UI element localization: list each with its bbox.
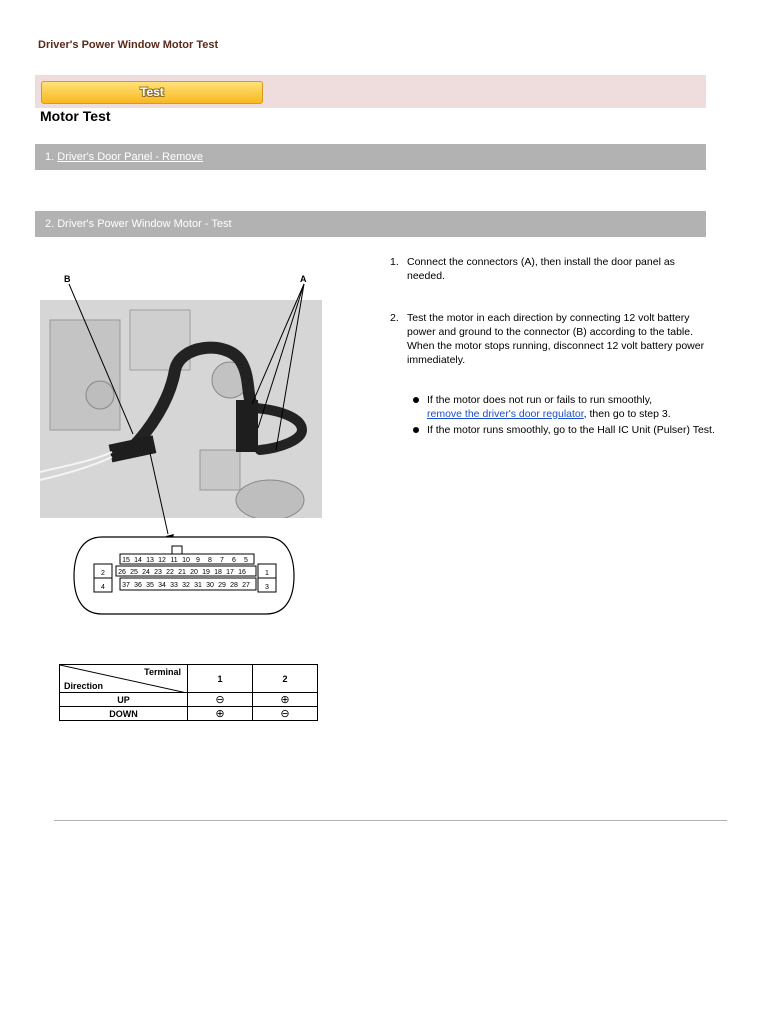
connector-mid-pin: 23 <box>154 569 162 576</box>
connector-mid-pin: 17 <box>226 569 234 576</box>
connector-bottom-pin: 31 <box>194 582 202 589</box>
connector-mid-pin: 20 <box>190 569 198 576</box>
down-terminal-1: ⊕ <box>188 707 253 721</box>
connector-mid-pin: 24 <box>142 569 150 576</box>
connector-bottom-pin: 36 <box>134 582 142 589</box>
connector-bottom-pin: 37 <box>122 582 130 589</box>
connector-top-pin: 14 <box>134 557 142 564</box>
connector-pin-2: 2 <box>101 570 105 577</box>
connector-mid-pin: 18 <box>214 569 222 576</box>
door-regulator-remove-link[interactable]: remove the driver's door regulator <box>427 408 584 420</box>
terminal-header: Terminal <box>144 667 181 677</box>
callout-b: B <box>64 274 71 284</box>
connector-top-pin: 11 <box>170 557 178 564</box>
table-corner-header <box>60 665 188 693</box>
connector-bottom-pin: 27 <box>242 582 250 589</box>
motor-connector-figure <box>38 268 324 618</box>
door-panel-remove-link[interactable]: Driver's Door Panel - Remove <box>57 151 204 163</box>
connector-pin-3: 3 <box>265 584 269 591</box>
connector-bottom-pin: 32 <box>182 582 190 589</box>
connector-pin-4: 4 <box>101 584 105 591</box>
connector-mid-pin: 21 <box>178 569 186 576</box>
table-row <box>60 707 318 721</box>
instruction-number: 1. <box>390 256 399 268</box>
direction-down: DOWN <box>60 707 188 721</box>
connector-pin-1: 1 <box>265 570 269 577</box>
section-title: Motor Test <box>40 108 111 124</box>
connector-top-pin: 15 <box>122 557 130 564</box>
up-terminal-2: ⊕ <box>253 693 318 707</box>
connector-top-pin: 6 <box>232 557 236 564</box>
instruction-number: 2. <box>390 312 399 324</box>
connector-top-pin: 7 <box>220 557 224 564</box>
bullet-text: If the motor does not run or fails to run smoothly, remove the driver's door regulator, then go to step 3. <box>427 394 671 420</box>
footer-divider <box>54 820 727 821</box>
step-1-number: 1. <box>45 151 55 163</box>
direction-up: UP <box>60 693 188 707</box>
up-terminal-1: ⊖ <box>188 693 253 707</box>
step-2-bar: 2. Driver's Power Window Motor - Test <box>35 211 706 237</box>
terminal-1-header: 1 <box>188 665 253 693</box>
test-button[interactable]: Test <box>41 81 263 104</box>
bullet-text: If the motor runs smoothly, go to the Hall IC Unit (Pulser) Test. <box>427 424 715 436</box>
connector-top-pin: 13 <box>146 557 154 564</box>
connector-mid-pin: 26 <box>118 569 126 576</box>
connector-bottom-pin: 34 <box>158 582 166 589</box>
step-1-bar <box>35 144 706 170</box>
connector-bottom-pin: 33 <box>170 582 178 589</box>
connector-diagram <box>72 534 296 618</box>
callout-a: A <box>300 274 307 284</box>
connector-bottom-pin: 35 <box>146 582 154 589</box>
terminal-table <box>59 664 318 721</box>
connector-bottom-pin: 30 <box>206 582 214 589</box>
page-title: Driver's Power Window Motor Test <box>38 39 219 51</box>
connector-mid-pin: 25 <box>130 569 138 576</box>
test-header-band <box>35 75 706 108</box>
connector-top-pin: 8 <box>208 557 212 564</box>
connector-top-pin: 12 <box>158 557 166 564</box>
down-terminal-2: ⊖ <box>253 707 318 721</box>
instruction-text: Connect the connectors (A), then install the door panel as needed. <box>407 256 675 282</box>
terminal-2-header: 2 <box>253 665 318 693</box>
instruction-text: Test the motor in each direction by connecting 12 volt battery power and ground to the connector (B) according to the table. When the motor stops running, disconnect 12 volt battery power immediately. <box>407 312 705 366</box>
table-row <box>60 693 318 707</box>
connector-top-pin: 10 <box>182 557 190 564</box>
bullet-icon <box>413 427 419 433</box>
connector-top-pin: 5 <box>244 557 248 564</box>
connector-mid-pin: 19 <box>202 569 210 576</box>
connector-bottom-pin: 28 <box>230 582 238 589</box>
bullet-icon <box>413 397 419 403</box>
connector-mid-pin: 22 <box>166 569 174 576</box>
connector-bottom-pin: 29 <box>218 582 226 589</box>
direction-header: Direction <box>64 681 104 691</box>
connector-mid-pin: 16 <box>238 569 246 576</box>
connector-top-pin: 9 <box>196 557 200 564</box>
